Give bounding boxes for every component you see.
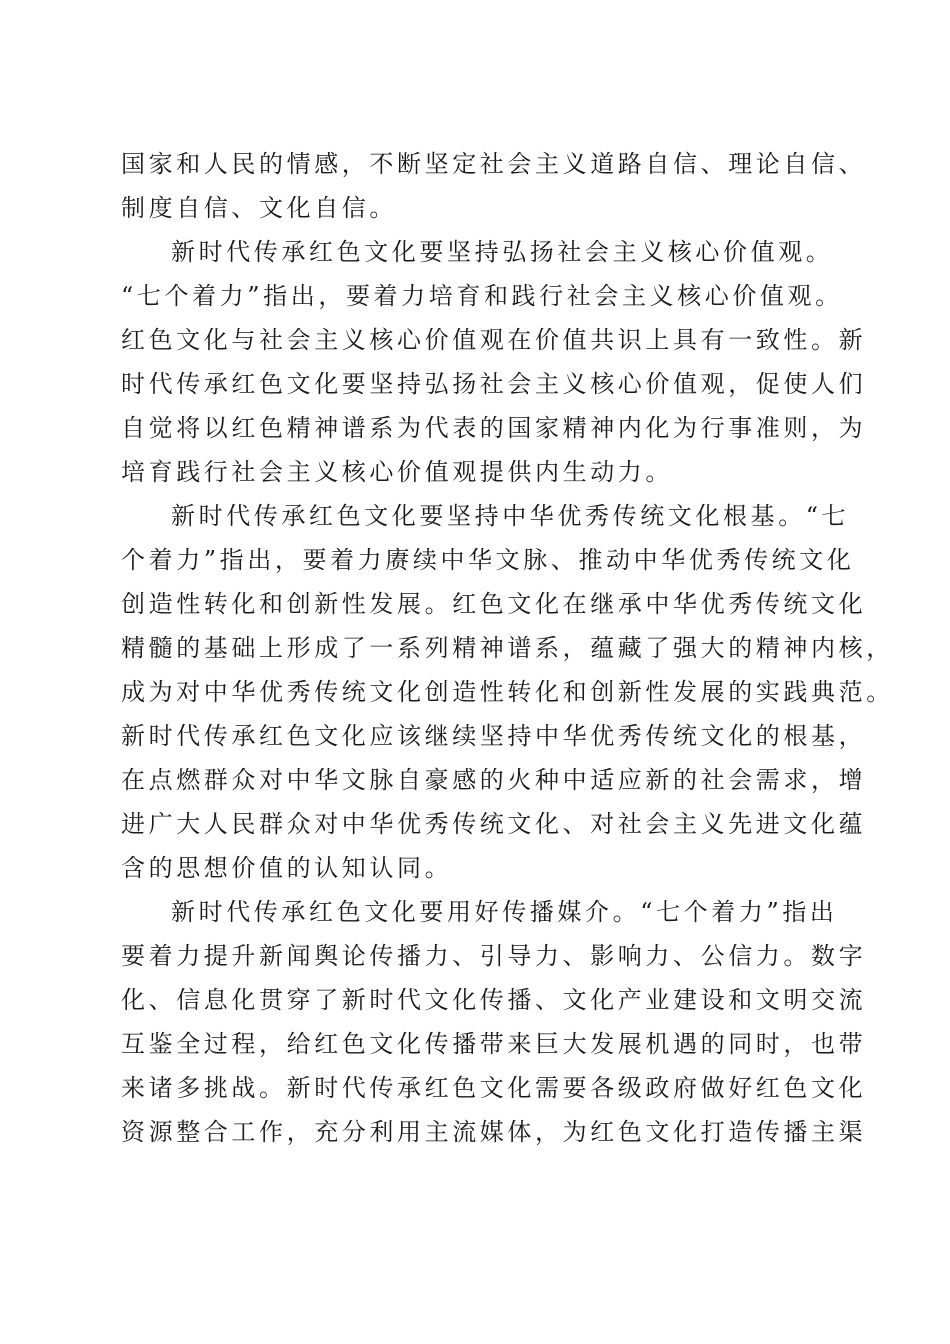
text-line: 国家和人民的情感，不断坚定社会主义道路自信、理论自信、 [121, 150, 867, 178]
text-line: 进广大人民群众对中华优秀传统文化、对社会主义先进文化蕴 [121, 810, 867, 838]
text-line: 制度自信、文化自信。 [121, 194, 397, 222]
text-line: 创造性转化和创新性发展。红色文化在继承中华优秀传统文化 [121, 590, 867, 618]
text-line: 化、信息化贯穿了新时代文化传播、文化产业建设和文明交流 [121, 986, 867, 1014]
text-line: 精髓的基础上形成了一系列精神谱系，蕴藏了强大的精神内核， [121, 634, 894, 662]
text-line: 培育践行社会主义核心价值观提供内生动力。 [121, 458, 673, 486]
text-line: “七个着力”指出，要着力培育和践行社会主义核心价值观。 [121, 282, 843, 310]
text-line: 成为对中华优秀传统文化创造性转化和创新性发展的实践典范。 [121, 678, 894, 706]
text-line: 在点燃群众对中华文脉自豪感的火种中适应新的社会需求，增 [121, 766, 867, 794]
text-line: 个着力”指出，要着力赓续中华文脉、推动中华优秀传统文化 [121, 546, 855, 574]
text-line: 含的思想价值的认知认同。 [121, 854, 453, 882]
text-line: 时代传承红色文化要坚持弘扬社会主义核心价值观，促使人们 [121, 370, 867, 398]
paragraph-first-line: 新时代传承红色文化要坚持弘扬社会主义核心价值观。 [171, 238, 834, 266]
text-line: 来诸多挑战。新时代传承红色文化需要各级政府做好红色文化 [121, 1074, 867, 1102]
text-line: 资源整合工作，充分利用主流媒体，为红色文化打造传播主渠 [121, 1118, 867, 1146]
text-line: 互鉴全过程，给红色文化传播带来巨大发展机遇的同时，也带 [121, 1030, 867, 1058]
text-line: 自觉将以红色精神谱系为代表的国家精神内化为行事准则，为 [121, 414, 867, 442]
paragraph-first-line: 新时代传承红色文化要用好传播媒介。“七个着力”指出 [171, 898, 838, 926]
text-line: 要着力提升新闻舆论传播力、引导力、影响力、公信力。数字 [121, 942, 867, 970]
paragraph-first-line: 新时代传承红色文化要坚持中华优秀传统文化根基。“七 [171, 502, 850, 530]
text-line: 红色文化与社会主义核心价值观在价值共识上具有一致性。新 [121, 326, 867, 354]
text-line: 新时代传承红色文化应该继续坚持中华优秀传统文化的根基， [121, 722, 867, 750]
